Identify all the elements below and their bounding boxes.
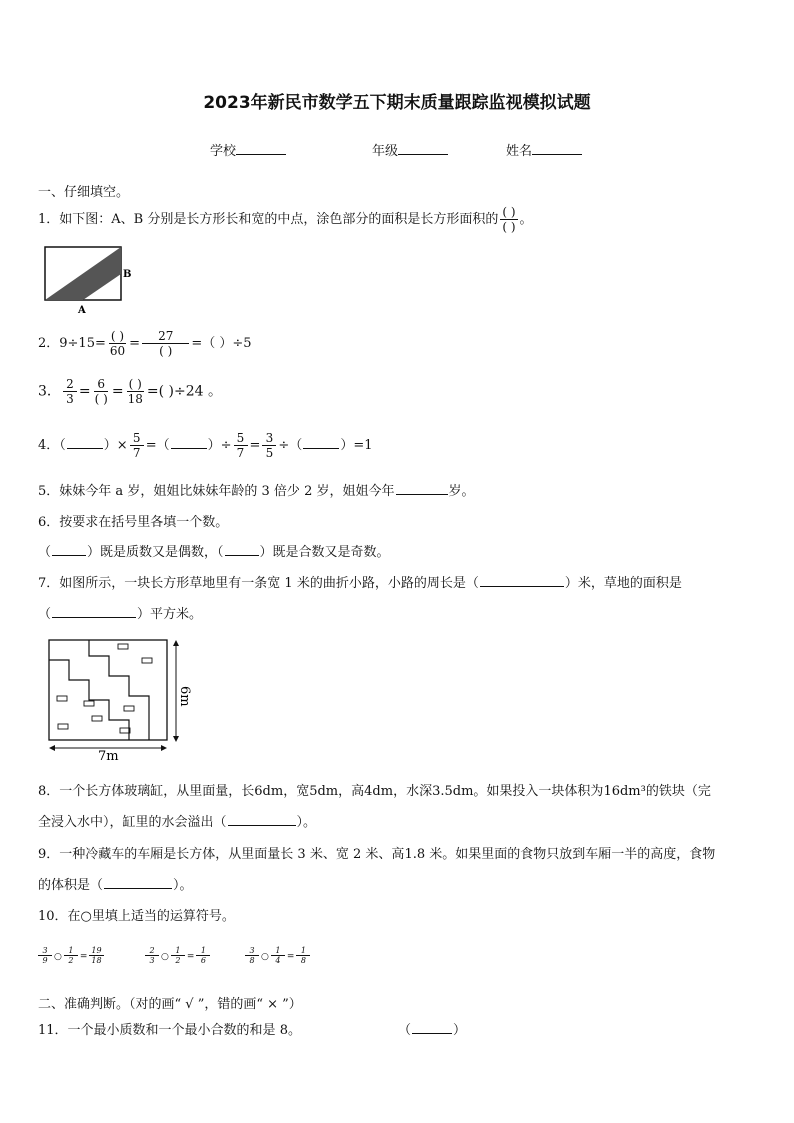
q8-blank[interactable]: [228, 813, 296, 826]
q10-circle-2[interactable]: ○: [161, 952, 169, 962]
q3-fraction-a: $\frac{2}{3}$: [63, 377, 77, 406]
q3-fraction-b: $\frac{6}{( )}$: [94, 377, 108, 406]
q7-blank-1[interactable]: [480, 574, 564, 587]
name-blank[interactable]: [532, 142, 582, 155]
q4-fraction-1: $\frac{5}{7}$: [130, 431, 144, 460]
page-title: 2023年新民市数学五下期末质量跟踪监视模拟试题: [203, 93, 591, 113]
q6-blank-2[interactable]: [225, 543, 259, 556]
q7-blank-2[interactable]: [52, 605, 136, 618]
school-label: 学校: [210, 144, 237, 159]
q9-blank[interactable]: [104, 876, 172, 889]
question-7-line-2: （ ）平方米。: [38, 607, 203, 622]
q11-blank[interactable]: [412, 1021, 452, 1034]
q4-blank-1[interactable]: [67, 436, 103, 449]
name-label: 姓名: [506, 144, 533, 159]
q3-tail: =( )÷24 。: [146, 383, 222, 400]
section-heading-1: 一、仔细填空。: [38, 185, 130, 200]
q1-label-b: B: [123, 269, 132, 280]
question-8: 8．一个长方体玻璃缸，从里面量，长6dm，宽5dm，高4dm，水深3.5dm。如果投入一块体积为16dm³的铁块（完: [38, 784, 711, 799]
q10-expr-2: $\frac{2}{3}$ ○ $\frac{1}{2}$ = $\frac{1}{6}$: [143, 946, 212, 965]
q7-height-label: 6m: [177, 686, 192, 707]
question-6-line-2: （ ）既是质数又是偶数，（ ）既是合数又是奇数。: [38, 545, 390, 560]
question-7: 7．如图所示，一块长方形草地里有一条宽 1 米的曲折小路，小路的周长是（ ）米，草地的面积是: [38, 576, 682, 591]
question-5: 5．妹妹今年 a 岁，姐姐比妹妹年龄的 3 倍少 2 岁，姐姐今年 岁。: [38, 484, 475, 499]
school-field: [210, 140, 286, 159]
q4-fraction-3: $\frac{3}{5}$: [262, 431, 276, 460]
q2-tail: =（ ）÷5: [191, 336, 252, 351]
question-3: 3． $\frac{2}{3}$ = $\frac{6}{( )}$ = $\frac{( )}{18}$ =( )÷24 。: [38, 377, 222, 406]
q1-text: 1．如下图：A、B 分别是长方形长和宽的中点，涂色部分的面积是长方形面积的: [38, 212, 499, 227]
question-1: [38, 205, 533, 234]
question-9-line-2: 的体积是（ ）。: [38, 878, 193, 893]
q2-prefix: 2．9÷15=: [38, 336, 106, 351]
question-8-line-2: 全浸入水中），缸里的水会溢出（ ）。: [38, 815, 317, 830]
name-field: [506, 140, 582, 159]
question-10: 10．在○里填上适当的运算符号。: [38, 909, 235, 924]
q5-blank[interactable]: [396, 482, 448, 495]
question-11: 11．一个最小质数和一个最小合数的和是 8。: [38, 1023, 301, 1038]
question-9: 9．一种冷藏车的车厢是长方体，从里面量长 3 米、宽 2 米、高1.8 米。如果里面的食物只放到车厢一半的高度，食物: [38, 847, 716, 862]
q7-width-label: 7m: [98, 749, 119, 764]
q10-expr-1: $\frac{3}{9}$ ○ $\frac{1}{2}$ = $\frac{19}{18}$: [36, 946, 106, 965]
grade-blank[interactable]: [398, 142, 448, 155]
question-4: 4．（ ）× $\frac{5}{7}$ =（ ）÷ $\frac{5}{7}$ = $\frac{3}{5}$ ÷（ ）=1: [38, 431, 373, 460]
q3-fraction-c: $\frac{( )}{18}$: [127, 377, 143, 406]
q1-rectangle-figure: [40, 244, 140, 316]
q4-blank-3[interactable]: [303, 436, 339, 449]
section-heading-2: 二、准确判断。（对的画“ √ ”，错的画“ × ”）: [38, 997, 302, 1012]
q6-blank-1[interactable]: [52, 543, 86, 556]
q2-fraction-2: $\frac{27}{( )}$: [142, 329, 189, 358]
school-blank[interactable]: [236, 142, 286, 155]
q2-fraction-1: $\frac{( )}{60}$: [109, 329, 126, 358]
question-2: 2．9÷15= $\frac{( )}{60}$ = $\frac{27}{( )}$ =（ ）÷5: [38, 329, 252, 358]
q1-label-a: A: [78, 305, 86, 316]
q10-circle-3[interactable]: ○: [261, 952, 269, 962]
q11-answer: （ ）: [398, 1023, 467, 1038]
grade-field: [372, 140, 448, 159]
question-6: 6．按要求在括号里各填一个数。: [38, 515, 229, 530]
q4-fraction-2: $\frac{5}{7}$: [234, 431, 248, 460]
q10-circle-1[interactable]: ○: [54, 952, 62, 962]
q10-expr-3: $\frac{3}{8}$ ○ $\frac{1}{4}$ = $\frac{1}{8}$: [243, 946, 312, 965]
q7-field-figure: [44, 636, 194, 764]
q1-fraction: $\frac{( )}{( )}$: [502, 205, 516, 234]
grade-label: 年级: [372, 144, 399, 159]
q4-blank-2[interactable]: [171, 436, 207, 449]
q1-end: 。: [519, 212, 533, 227]
